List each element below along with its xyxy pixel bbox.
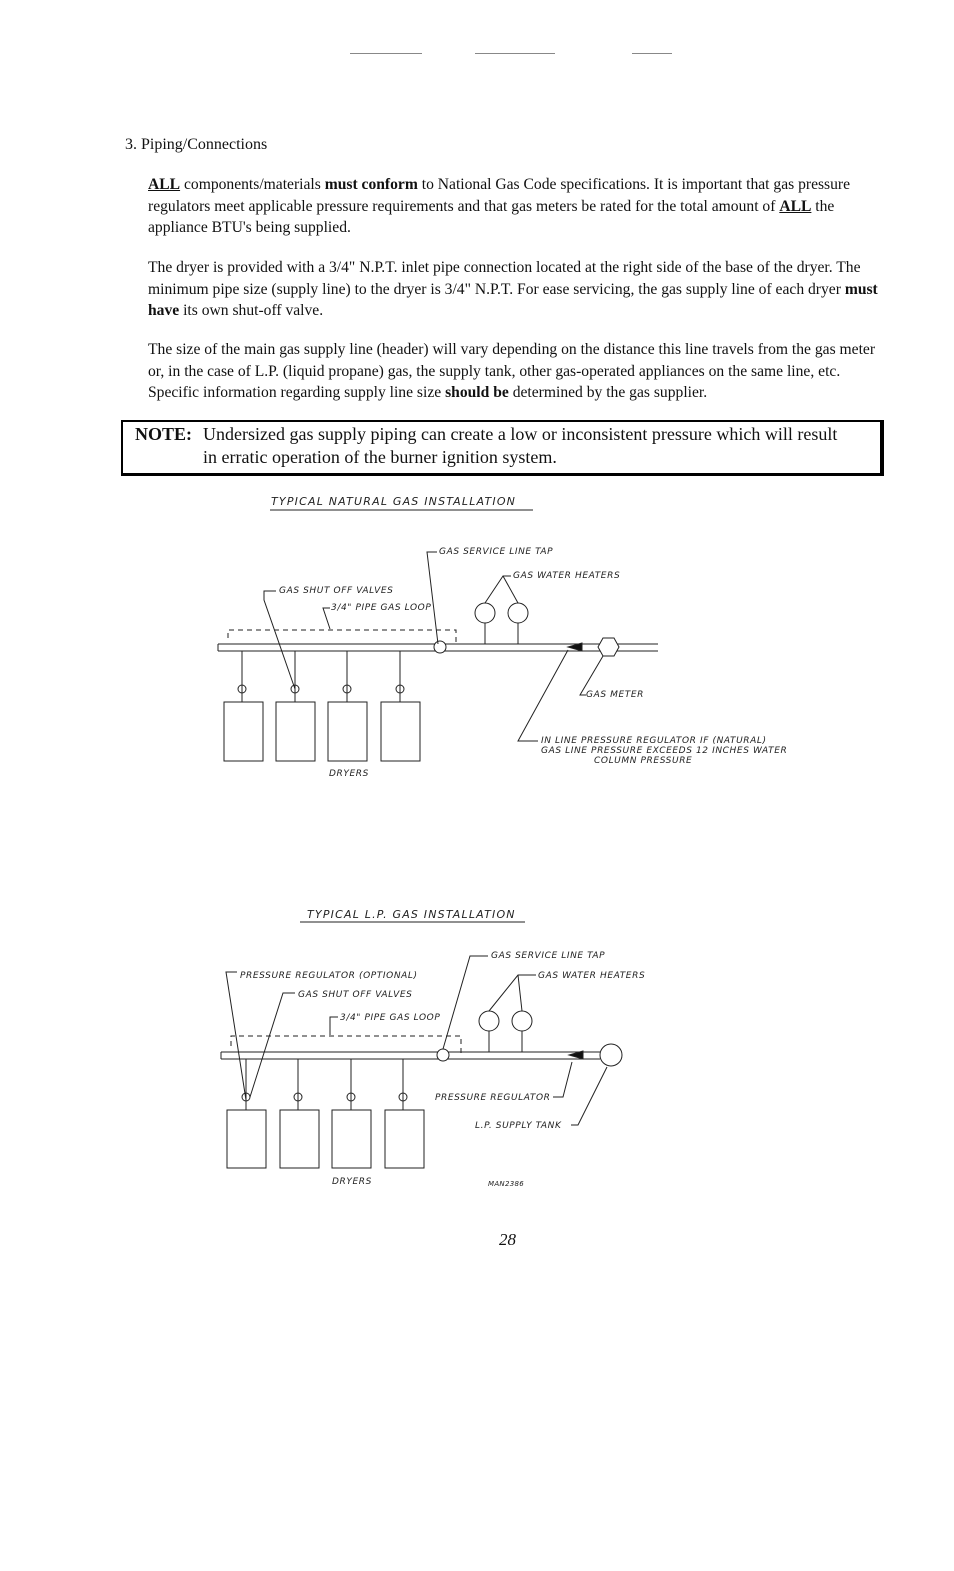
lp-shutoff-label: GAS SHUT OFF VALVES <box>298 990 413 1000</box>
natural-tap-fitting <box>434 641 446 653</box>
natural-regulator-line-3: COLUMN PRESSURE <box>594 756 693 766</box>
lp-service-tap-leader <box>443 956 488 1049</box>
lp-heater-leader-1 <box>489 975 536 1011</box>
lp-service-tap-label: GAS SERVICE LINE TAP <box>491 951 606 961</box>
note-label: NOTE: <box>135 424 193 444</box>
emphasis-must-have: must have <box>148 280 878 319</box>
lp-dryers-label: DRYERS <box>332 1177 372 1187</box>
lp-dryer-3 <box>332 1110 371 1168</box>
lp-dryer-2 <box>280 1110 319 1168</box>
lp-supply-tank <box>600 1044 622 1066</box>
natural-shutoff-label: GAS SHUT OFF VALVES <box>279 586 394 596</box>
natural-diagram-title: TYPICAL NATURAL GAS INSTALLATION <box>271 495 517 508</box>
paragraph-text: determined by the gas supplier. <box>508 384 708 401</box>
lp-pipe-loop <box>231 1036 461 1053</box>
emphasis-all: ALL <box>779 197 812 215</box>
natural-water-heater-1 <box>475 603 495 623</box>
paragraph-text: components/materials <box>180 176 325 193</box>
natural-gas-meter <box>598 638 619 656</box>
natural-dryer-1 <box>224 702 263 761</box>
lp-diagram-title: TYPICAL L.P. GAS INSTALLATION <box>307 908 516 921</box>
lp-pipe-loop-label: 3/4" PIPE GAS LOOP <box>340 1013 441 1023</box>
natural-shutoff-leader <box>264 591 295 689</box>
natural-service-tap-label: GAS SERVICE LINE TAP <box>439 547 554 557</box>
paragraph-text: to National Gas Code specifications. It is important that gas pressure regulators meet applicable pressure requirements and that gas meters be rated for the total amount of <box>148 176 851 215</box>
natural-gas-diagram <box>218 495 787 779</box>
paragraph-text: the appliance BTU's being supplied. <box>148 197 835 236</box>
natural-dryer-4 <box>381 702 420 761</box>
paragraph-text: The dryer is provided with a 3/4" N.P.T. inlet pipe connection located at the right side of the base of the dryer. The minimum pipe size (supply line) to the dryer is 3/4" N.P.T. For ease servicing, the gas supply line of each dryer <box>148 259 861 298</box>
paragraph-text: its own shut-off valve. <box>179 302 324 319</box>
note-line-1: Undersized gas supply piping can create a low or inconsistent pressure which will result <box>203 424 838 444</box>
natural-regulator-line-2: GAS LINE PRESSURE EXCEEDS 12 INCHES WATER <box>541 746 788 756</box>
emphasis-should-be: should be <box>445 384 509 401</box>
natural-dryer-2 <box>276 702 315 761</box>
lp-water-heater-1 <box>479 1011 499 1031</box>
lp-water-heaters-label: GAS WATER HEATERS <box>538 971 646 981</box>
natural-water-heater-2 <box>508 603 528 623</box>
natural-gas-meter-label: GAS METER <box>586 690 644 700</box>
natural-water-heaters-label: GAS WATER HEATERS <box>513 571 621 581</box>
page-number: 28 <box>499 1230 516 1249</box>
lp-dryer-4 <box>385 1110 424 1168</box>
lp-supply-tank-label: L.P. SUPPLY TANK <box>475 1121 562 1131</box>
lp-water-heater-2 <box>512 1011 532 1031</box>
lp-pressure-regulator-optional-label: PRESSURE REGULATOR (OPTIONAL) <box>240 971 418 981</box>
drawing-code: MAN2386 <box>488 1180 524 1188</box>
lp-shutoff-leader <box>250 993 295 1097</box>
natural-pipe-loop <box>228 630 456 645</box>
emphasis-must-conform: must conform <box>324 176 418 193</box>
natural-dryers-label: DRYERS <box>329 769 369 779</box>
lp-tap-fitting <box>437 1049 449 1061</box>
natural-dryer-3 <box>328 702 367 761</box>
lp-dryer-1 <box>227 1110 266 1168</box>
lp-pressure-regulator-leader <box>553 1062 572 1097</box>
natural-regulator-line-1: IN LINE PRESSURE REGULATOR IF (NATURAL) <box>541 736 767 746</box>
section-heading: 3. Piping/Connections <box>125 136 268 153</box>
natural-heater-leader-1 <box>485 576 511 603</box>
note-line-2: in erratic operation of the burner ignition system. <box>203 447 557 467</box>
natural-loop-leader <box>323 608 330 629</box>
lp-pressure-regulator-label: PRESSURE REGULATOR <box>435 1093 551 1103</box>
lp-loop-leader <box>330 1017 338 1035</box>
emphasis-all: ALL <box>148 176 181 193</box>
lp-gas-diagram <box>221 908 645 1188</box>
lp-heater-leader-2 <box>518 975 522 1011</box>
paragraph-text: The size of the main gas supply line (header) will vary depending on the distance this line travels from the gas meter or, in the case of L.P. (liquid propane) gas, the supply tank, other gas-operated appliances on the same line, etc. Specific information regarding supply line size <box>148 341 876 401</box>
natural-pipe-loop-label: 3/4" PIPE GAS LOOP <box>331 603 432 613</box>
natural-regulator-leader <box>518 650 568 741</box>
lp-supply-tank-leader <box>571 1067 607 1125</box>
